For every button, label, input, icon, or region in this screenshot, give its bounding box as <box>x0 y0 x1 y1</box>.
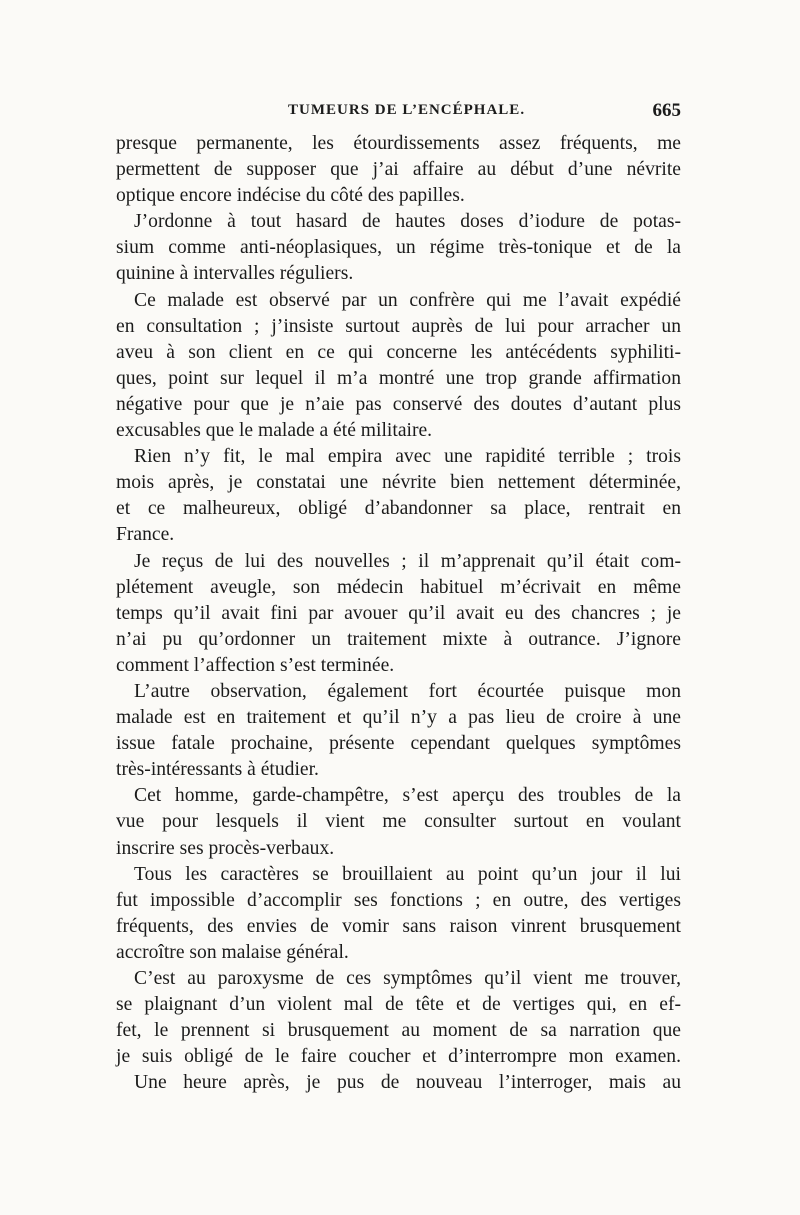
text-line: plétement aveugle, son médecin habituel m’écrivait en même <box>116 576 681 598</box>
text-line: fut impossible d’accomplir ses fonctions ; en outre, des vertiges <box>116 889 681 911</box>
text-line: inscrire ses procès-verbaux. <box>116 837 335 859</box>
text-line: fréquents, des envies de vomir sans raison vinrent brusquement <box>116 915 681 937</box>
text-line: mois après, je constatai une névrite bien nettement déterminée, <box>116 472 681 494</box>
text-line: sium comme anti-néoplasiques, un régime très-tonique et de la <box>116 237 681 259</box>
text-line: C’est au paroxysme de ces symptômes qu’il vient me trouver, <box>134 968 681 989</box>
text-line: n’ai pu qu’ordonner un traitement mixte à outrance. J’ignore <box>116 628 681 650</box>
text-line: Rien n’y fit, le mal empira avec une rapidité terrible ; trois <box>134 446 681 468</box>
text-line: et ce malheureux, obligé d’abandonner sa place, rentrait en <box>116 498 681 520</box>
text-line: aveu à son client en ce qui concerne les antécédents syphiliti- <box>116 341 681 363</box>
text-line: fet, le prennent si brusquement au moment de sa narration que <box>116 1020 681 1042</box>
text-line: temps qu’il avait fini par avouer qu’il avait eu des chancres ; je <box>116 602 681 624</box>
text-line: accroître son malaise général. <box>116 941 349 963</box>
text-line: vue pour lesquels il vient me consulter surtout en voulant <box>116 811 681 833</box>
text-line: se plaignant d’un violent mal de tête et de vertiges qui, en ef- <box>116 994 681 1016</box>
text-line: permettent de supposer que j’ai affaire au début d’une névrite <box>116 159 681 181</box>
text-line: Cet homme, garde-champêtre, s’est aperçu des troubles de la <box>134 785 681 807</box>
text-line: ques, point sur lequel il m’a montré une trop grande affirmation <box>116 367 681 389</box>
running-title: TUMEURS DE L’ENCÉPHALE. <box>288 102 526 118</box>
text-line: optique encore indécise du côté des papilles. <box>116 185 465 207</box>
text-line: presque permanente, les étourdissements assez fréquents, me <box>116 133 681 154</box>
text-line: quinine à intervalles réguliers. <box>116 263 354 285</box>
body-text <box>116 131 681 1096</box>
text-line: très-intéressants à étudier. <box>116 759 319 781</box>
text-line: malade est en traitement et qu’il n’y a pas lieu de croire à une <box>116 707 681 729</box>
text-line: excusables que le malade a été militaire. <box>116 420 433 442</box>
text-line: Ce malade est observé par un confrère qui me l’avait expédié <box>134 289 681 311</box>
text-line: issue fatale prochaine, présente cependant quelques symptômes <box>116 733 681 755</box>
page-header <box>116 100 681 130</box>
text-line: L’autre observation, également fort écourtée puisque mon <box>134 680 681 702</box>
text-line: en consultation ; j’insiste surtout auprès de lui pour arracher un <box>116 315 681 337</box>
text-line: France. <box>116 524 175 546</box>
text-line: comment l’affection s’est terminée. <box>116 654 395 676</box>
text-line: Une heure après, je pus de nouveau l’interroger, mais au <box>134 1072 681 1094</box>
page-number: 665 <box>652 100 681 121</box>
text-line: Tous les caractères se brouillaient au point qu’un jour il lui <box>134 863 681 885</box>
text-line: Je reçus de lui des nouvelles ; il m’apprenait qu’il était com- <box>134 550 681 572</box>
text-line: je suis obligé de le faire coucher et d’interrompre mon examen. <box>116 1046 681 1068</box>
text-line: négative pour que je n’aie pas conservé des doutes d’autant plus <box>116 393 681 415</box>
text-line: J’ordonne à tout hasard de hautes doses d’iodure de potas- <box>134 211 681 233</box>
